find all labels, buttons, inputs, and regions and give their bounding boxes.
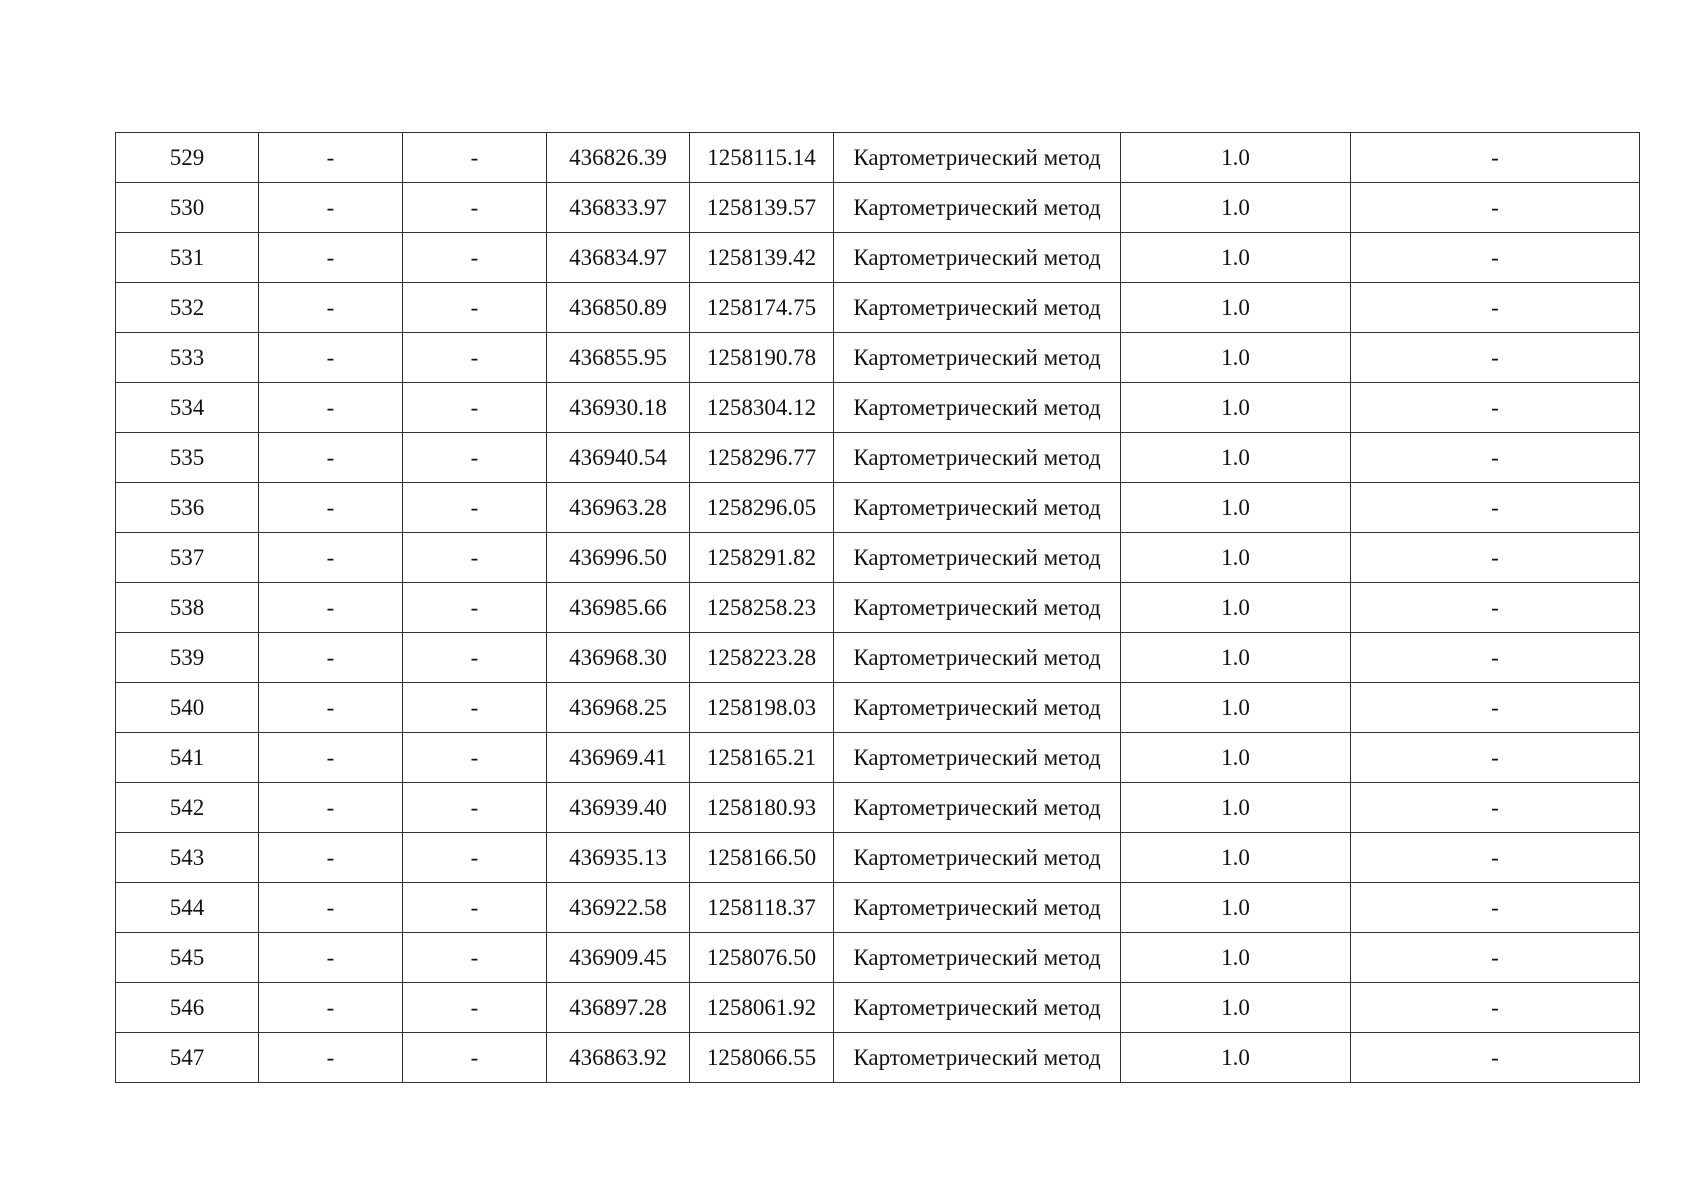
y-coordinate-cell: 1258118.37 [690,883,834,933]
method-cell: Картометрический метод [834,533,1121,583]
prev-x-cell: - [259,333,403,383]
precision-cell: 1.0 [1121,783,1351,833]
precision-cell: 1.0 [1121,733,1351,783]
y-coordinate-cell: 1258296.77 [690,433,834,483]
precision-cell: 1.0 [1121,133,1351,183]
method-cell: Картометрический метод [834,283,1121,333]
prev-x-cell: - [259,883,403,933]
precision-cell: 1.0 [1121,233,1351,283]
prev-x-cell: - [259,733,403,783]
table-row [116,133,1640,183]
prev-x-cell: - [259,133,403,183]
point-number-cell: 546 [116,983,259,1033]
description-cell: - [1351,933,1640,983]
x-coordinate-cell: 436985.66 [547,583,690,633]
y-coordinate-cell: 1258166.50 [690,833,834,883]
precision-cell: 1.0 [1121,533,1351,583]
point-number-cell: 533 [116,333,259,383]
x-coordinate-cell: 436969.41 [547,733,690,783]
x-coordinate-cell: 436909.45 [547,933,690,983]
description-cell: - [1351,1033,1640,1083]
x-coordinate-cell: 436963.28 [547,483,690,533]
method-cell: Картометрический метод [834,633,1121,683]
coordinates-table [115,132,1640,1083]
y-coordinate-cell: 1258139.57 [690,183,834,233]
x-coordinate-cell: 436863.92 [547,1033,690,1083]
precision-cell: 1.0 [1121,333,1351,383]
precision-cell: 1.0 [1121,583,1351,633]
point-number-cell: 536 [116,483,259,533]
prev-x-cell: - [259,583,403,633]
method-cell: Картометрический метод [834,833,1121,883]
prev-y-cell: - [403,783,547,833]
x-coordinate-cell: 436940.54 [547,433,690,483]
x-coordinate-cell: 436930.18 [547,383,690,433]
y-coordinate-cell: 1258190.78 [690,333,834,383]
prev-y-cell: - [403,433,547,483]
table-row [116,533,1640,583]
description-cell: - [1351,333,1640,383]
x-coordinate-cell: 436855.95 [547,333,690,383]
description-cell: - [1351,983,1640,1033]
description-cell: - [1351,783,1640,833]
precision-cell: 1.0 [1121,433,1351,483]
point-number-cell: 531 [116,233,259,283]
x-coordinate-cell: 436922.58 [547,883,690,933]
precision-cell: 1.0 [1121,883,1351,933]
description-cell: - [1351,533,1640,583]
prev-y-cell: - [403,133,547,183]
prev-x-cell: - [259,783,403,833]
precision-cell: 1.0 [1121,183,1351,233]
description-cell: - [1351,233,1640,283]
x-coordinate-cell: 436833.97 [547,183,690,233]
method-cell: Картометрический метод [834,483,1121,533]
y-coordinate-cell: 1258296.05 [690,483,834,533]
method-cell: Картометрический метод [834,333,1121,383]
precision-cell: 1.0 [1121,833,1351,883]
prev-x-cell: - [259,1033,403,1083]
description-cell: - [1351,633,1640,683]
table-row [116,733,1640,783]
y-coordinate-cell: 1258258.23 [690,583,834,633]
precision-cell: 1.0 [1121,1033,1351,1083]
prev-y-cell: - [403,233,547,283]
y-coordinate-cell: 1258115.14 [690,133,834,183]
point-number-cell: 545 [116,933,259,983]
prev-y-cell: - [403,1033,547,1083]
description-cell: - [1351,183,1640,233]
prev-x-cell: - [259,833,403,883]
y-coordinate-cell: 1258304.12 [690,383,834,433]
description-cell: - [1351,583,1640,633]
description-cell: - [1351,883,1640,933]
x-coordinate-cell: 436935.13 [547,833,690,883]
method-cell: Картометрический метод [834,383,1121,433]
prev-y-cell: - [403,183,547,233]
prev-y-cell: - [403,883,547,933]
table-row [116,633,1640,683]
prev-x-cell: - [259,483,403,533]
point-number-cell: 542 [116,783,259,833]
method-cell: Картометрический метод [834,583,1121,633]
table-row [116,883,1640,933]
x-coordinate-cell: 436996.50 [547,533,690,583]
point-number-cell: 534 [116,383,259,433]
method-cell: Картометрический метод [834,133,1121,183]
table-row [116,683,1640,733]
prev-x-cell: - [259,683,403,733]
prev-x-cell: - [259,633,403,683]
precision-cell: 1.0 [1121,683,1351,733]
table-row [116,383,1640,433]
method-cell: Картометрический метод [834,883,1121,933]
prev-x-cell: - [259,283,403,333]
method-cell: Картометрический метод [834,433,1121,483]
precision-cell: 1.0 [1121,483,1351,533]
table-row [116,583,1640,633]
y-coordinate-cell: 1258291.82 [690,533,834,583]
y-coordinate-cell: 1258061.92 [690,983,834,1033]
prev-y-cell: - [403,483,547,533]
point-number-cell: 535 [116,433,259,483]
x-coordinate-cell: 436968.30 [547,633,690,683]
description-cell: - [1351,483,1640,533]
method-cell: Картометрический метод [834,983,1121,1033]
x-coordinate-cell: 436834.97 [547,233,690,283]
prev-x-cell: - [259,983,403,1033]
precision-cell: 1.0 [1121,283,1351,333]
y-coordinate-cell: 1258165.21 [690,733,834,783]
table-row [116,833,1640,883]
precision-cell: 1.0 [1121,933,1351,983]
description-cell: - [1351,683,1640,733]
table-row [116,433,1640,483]
prev-y-cell: - [403,383,547,433]
point-number-cell: 541 [116,733,259,783]
description-cell: - [1351,733,1640,783]
point-number-cell: 544 [116,883,259,933]
x-coordinate-cell: 436826.39 [547,133,690,183]
prev-y-cell: - [403,933,547,983]
y-coordinate-cell: 1258066.55 [690,1033,834,1083]
point-number-cell: 529 [116,133,259,183]
prev-y-cell: - [403,583,547,633]
description-cell: - [1351,283,1640,333]
x-coordinate-cell: 436850.89 [547,283,690,333]
description-cell: - [1351,833,1640,883]
x-coordinate-cell: 436968.25 [547,683,690,733]
prev-y-cell: - [403,633,547,683]
table-row [116,283,1640,333]
point-number-cell: 537 [116,533,259,583]
prev-x-cell: - [259,933,403,983]
method-cell: Картометрический метод [834,733,1121,783]
y-coordinate-cell: 1258076.50 [690,933,834,983]
prev-y-cell: - [403,983,547,1033]
point-number-cell: 539 [116,633,259,683]
prev-x-cell: - [259,433,403,483]
y-coordinate-cell: 1258174.75 [690,283,834,333]
prev-y-cell: - [403,733,547,783]
method-cell: Картометрический метод [834,183,1121,233]
table-row [116,1033,1640,1083]
point-number-cell: 530 [116,183,259,233]
method-cell: Картометрический метод [834,933,1121,983]
prev-x-cell: - [259,533,403,583]
table-row [116,783,1640,833]
method-cell: Картометрический метод [834,1033,1121,1083]
table-row [116,333,1640,383]
y-coordinate-cell: 1258139.42 [690,233,834,283]
y-coordinate-cell: 1258180.93 [690,783,834,833]
prev-y-cell: - [403,333,547,383]
prev-x-cell: - [259,183,403,233]
precision-cell: 1.0 [1121,633,1351,683]
table-row [116,933,1640,983]
prev-y-cell: - [403,533,547,583]
prev-x-cell: - [259,383,403,433]
table-row [116,483,1640,533]
table-row [116,983,1640,1033]
table-row [116,183,1640,233]
prev-x-cell: - [259,233,403,283]
point-number-cell: 538 [116,583,259,633]
method-cell: Картометрический метод [834,783,1121,833]
y-coordinate-cell: 1258223.28 [690,633,834,683]
description-cell: - [1351,383,1640,433]
x-coordinate-cell: 436897.28 [547,983,690,1033]
point-number-cell: 532 [116,283,259,333]
precision-cell: 1.0 [1121,383,1351,433]
point-number-cell: 540 [116,683,259,733]
table-row [116,233,1640,283]
point-number-cell: 547 [116,1033,259,1083]
description-cell: - [1351,433,1640,483]
method-cell: Картометрический метод [834,683,1121,733]
description-cell: - [1351,133,1640,183]
prev-y-cell: - [403,833,547,883]
coordinates-table-body [116,133,1640,1083]
x-coordinate-cell: 436939.40 [547,783,690,833]
prev-y-cell: - [403,283,547,333]
precision-cell: 1.0 [1121,983,1351,1033]
prev-y-cell: - [403,683,547,733]
method-cell: Картометрический метод [834,233,1121,283]
y-coordinate-cell: 1258198.03 [690,683,834,733]
point-number-cell: 543 [116,833,259,883]
